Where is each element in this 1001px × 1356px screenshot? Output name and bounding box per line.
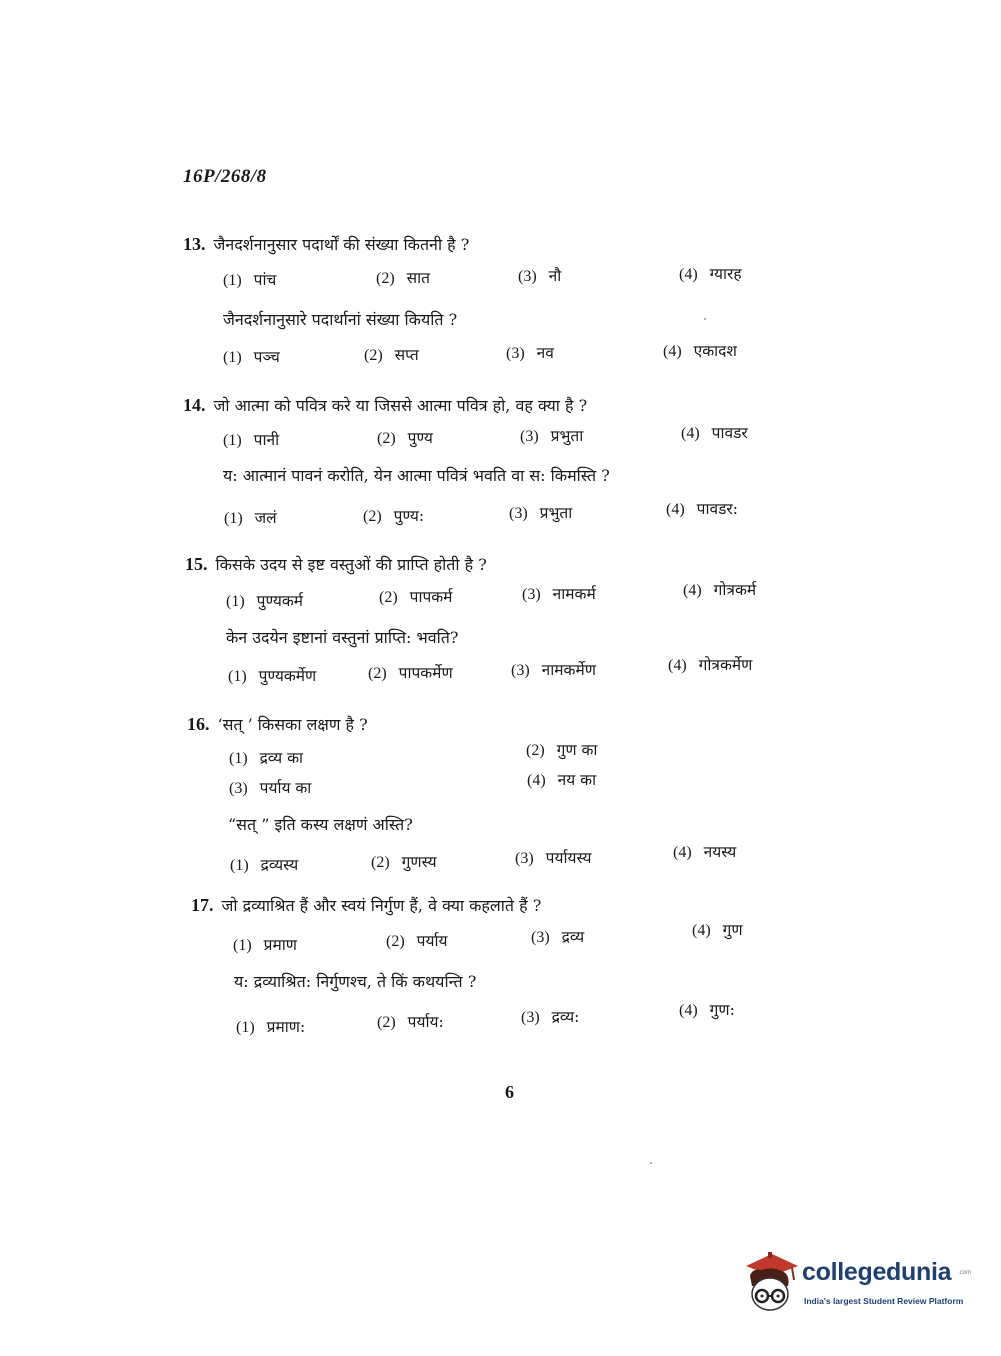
collegedunia-logo: [742, 1246, 972, 1320]
option-2: (2) पुण्य:: [363, 507, 425, 525]
question-number: 15.: [185, 554, 208, 574]
question-13-sanskrit: जैनदर्शनानुसारे पदार्थानां संख्या कियति ?: [223, 310, 458, 329]
option-4: (4) गुण:: [679, 1001, 735, 1019]
option-2: (2) गुण का: [526, 741, 598, 759]
question-number: 14.: [183, 395, 206, 415]
question-15-sanskrit: केन उदयेन इष्टानां वस्तुनां प्राप्ति: भवति?: [226, 628, 459, 647]
question-16-sanskrit: “सत् ” इति कस्य लक्षणं अस्ति?: [228, 815, 413, 834]
page-code: 16P/268/8: [183, 166, 267, 187]
option-2: (2) पापकर्मेण: [368, 664, 453, 682]
option-1: (1) पुण्यकर्म: [226, 592, 303, 610]
option-1: (1) द्रव्यस्य: [230, 856, 299, 874]
question-13-hindi: [183, 233, 469, 255]
option-2: (2) पापकर्म: [379, 588, 453, 606]
brand-name: collegedunia: [802, 1258, 952, 1286]
option-3: (3) द्रव्य: [531, 928, 585, 946]
option-3: (3) पर्याय का: [229, 779, 312, 797]
option-1: (1) पांच: [223, 271, 277, 289]
option-3: (3) नामकर्मेण: [511, 661, 596, 679]
option-3: (3) नौ: [518, 267, 562, 285]
question-16-hindi: [187, 713, 368, 735]
mascot-icon: [742, 1246, 800, 1316]
scan-speck: [704, 318, 706, 320]
question-number: 13.: [183, 234, 206, 254]
option-3: (3) प्रभुता: [520, 427, 584, 445]
option-2: (2) पर्याय:: [377, 1013, 444, 1031]
option-4: (4) नयस्य: [673, 843, 737, 861]
question-text: किसके उदय से इष्ट वस्तुओं की प्राप्ति होती है ?: [215, 555, 487, 574]
option-4: (4) गोत्रकर्मेण: [668, 656, 753, 674]
option-4: (4) पावडर: [681, 424, 748, 442]
option-1: (1) पञ्च: [223, 348, 280, 366]
option-1: (1) जलं: [224, 509, 277, 527]
page-number: 6: [505, 1082, 514, 1102]
question-number: 16.: [187, 714, 210, 734]
option-3: (3) द्रव्य:: [521, 1008, 580, 1026]
option-2: (2) सप्त: [364, 346, 419, 364]
option-4: (4) नय का: [527, 771, 597, 789]
question-15-hindi: [185, 553, 487, 575]
brand-suffix: .com: [958, 1270, 972, 1276]
question-number: 17.: [191, 895, 214, 915]
option-1: (1) प्रमाण:: [236, 1018, 306, 1036]
option-4: (4) पावडर:: [666, 500, 738, 518]
option-4: (4) एकादश: [663, 342, 737, 360]
option-3: (3) नामकर्म: [522, 585, 596, 603]
option-2: (2) पुण्य: [377, 429, 433, 447]
question-text: जैनदर्शनानुसार पदार्थों की संख्या कितनी है ?: [213, 235, 470, 254]
question-text: जो आत्मा को पवित्र करे या जिससे आत्मा पवित्र हो, वह क्या है ?: [213, 396, 588, 415]
question-text: जो द्रव्याश्रित हैं और स्वयं निर्गुण हैं, वे क्या कहलाते हैं ?: [221, 896, 542, 915]
option-4: (4) ग्यारह: [679, 265, 742, 283]
option-2: (2) पर्याय: [386, 932, 448, 950]
option-3: (3) नव: [506, 344, 554, 362]
option-3: (3) पर्यायस्य: [515, 849, 592, 867]
question-17-sanskrit: य: द्रव्याश्रित: निर्गुणश्च, ते किं कथयन्ति ?: [234, 972, 477, 991]
brand-tagline: India's largest Student Review Platform: [804, 1296, 964, 1306]
question-14-sanskrit: य: आत्मानं पावनं करोति, येन आत्मा पवित्रं भवति वा स: किमस्ति ?: [223, 466, 610, 485]
question-text: ‘सत् ’ किसका लक्षण है ?: [217, 715, 368, 734]
option-2: (2) सात: [376, 269, 430, 287]
option-1: (1) पानी: [223, 431, 280, 449]
option-4: (4) गुण: [692, 921, 743, 939]
question-17-hindi: [191, 894, 541, 916]
option-3: (3) प्रभुता: [509, 504, 573, 522]
option-4: (4) गोत्रकर्म: [683, 581, 757, 599]
option-2: (2) गुणस्य: [371, 853, 437, 871]
option-1: (1) द्रव्य का: [229, 749, 304, 767]
option-1: (1) प्रमाण: [233, 936, 297, 954]
scan-speck: [650, 1162, 652, 1164]
question-14-hindi: [183, 394, 587, 416]
option-1: (1) पुण्यकर्मेण: [228, 667, 317, 685]
